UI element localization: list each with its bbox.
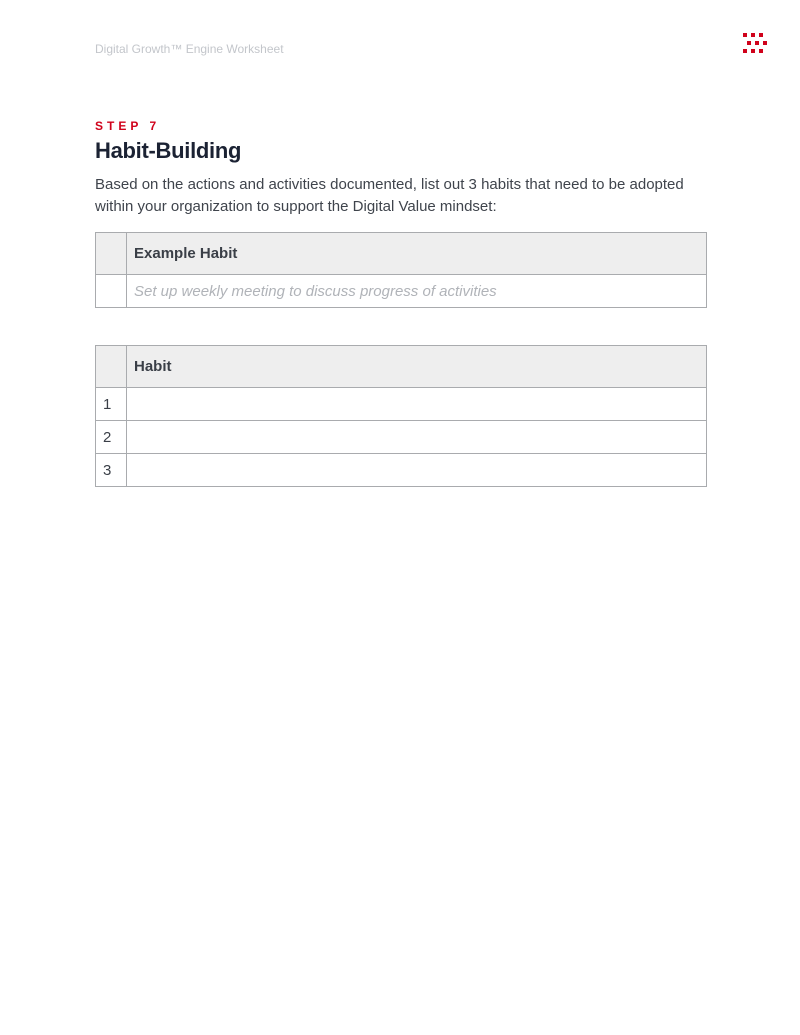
row-number-cell: 3 [96, 454, 127, 487]
table-row [96, 421, 707, 454]
number-column-header [96, 233, 127, 275]
section-description: Based on the actions and activities documented, list out 3 habits that need to be adopted within your organization to support the Digital Value mindset: [95, 176, 684, 215]
section-title: Habit-Building [95, 138, 242, 163]
table-row [96, 388, 707, 421]
number-column-header [96, 346, 127, 388]
document-header-title: Digital Growth™ Engine Worksheet [95, 42, 284, 56]
example-habit-cell: Set up weekly meeting to discuss progress of activities [127, 275, 707, 308]
habit-input-cell[interactable] [127, 388, 707, 421]
step-label: STEP 7 [95, 119, 161, 133]
table-row [96, 275, 707, 308]
row-number-cell [96, 275, 127, 308]
table-header-row [96, 346, 707, 388]
habit-column-header: Habit [127, 346, 707, 388]
table-header-row [96, 233, 707, 275]
row-number-cell: 1 [96, 388, 127, 421]
example-habit-table [95, 232, 707, 308]
row-number-cell: 2 [96, 421, 127, 454]
habits-table [95, 345, 707, 487]
table-row [96, 454, 707, 487]
habit-input-cell[interactable] [127, 421, 707, 454]
habit-input-cell[interactable] [127, 454, 707, 487]
dot-grid-logo-icon [740, 31, 770, 57]
example-habit-column-header: Example Habit [127, 233, 707, 275]
